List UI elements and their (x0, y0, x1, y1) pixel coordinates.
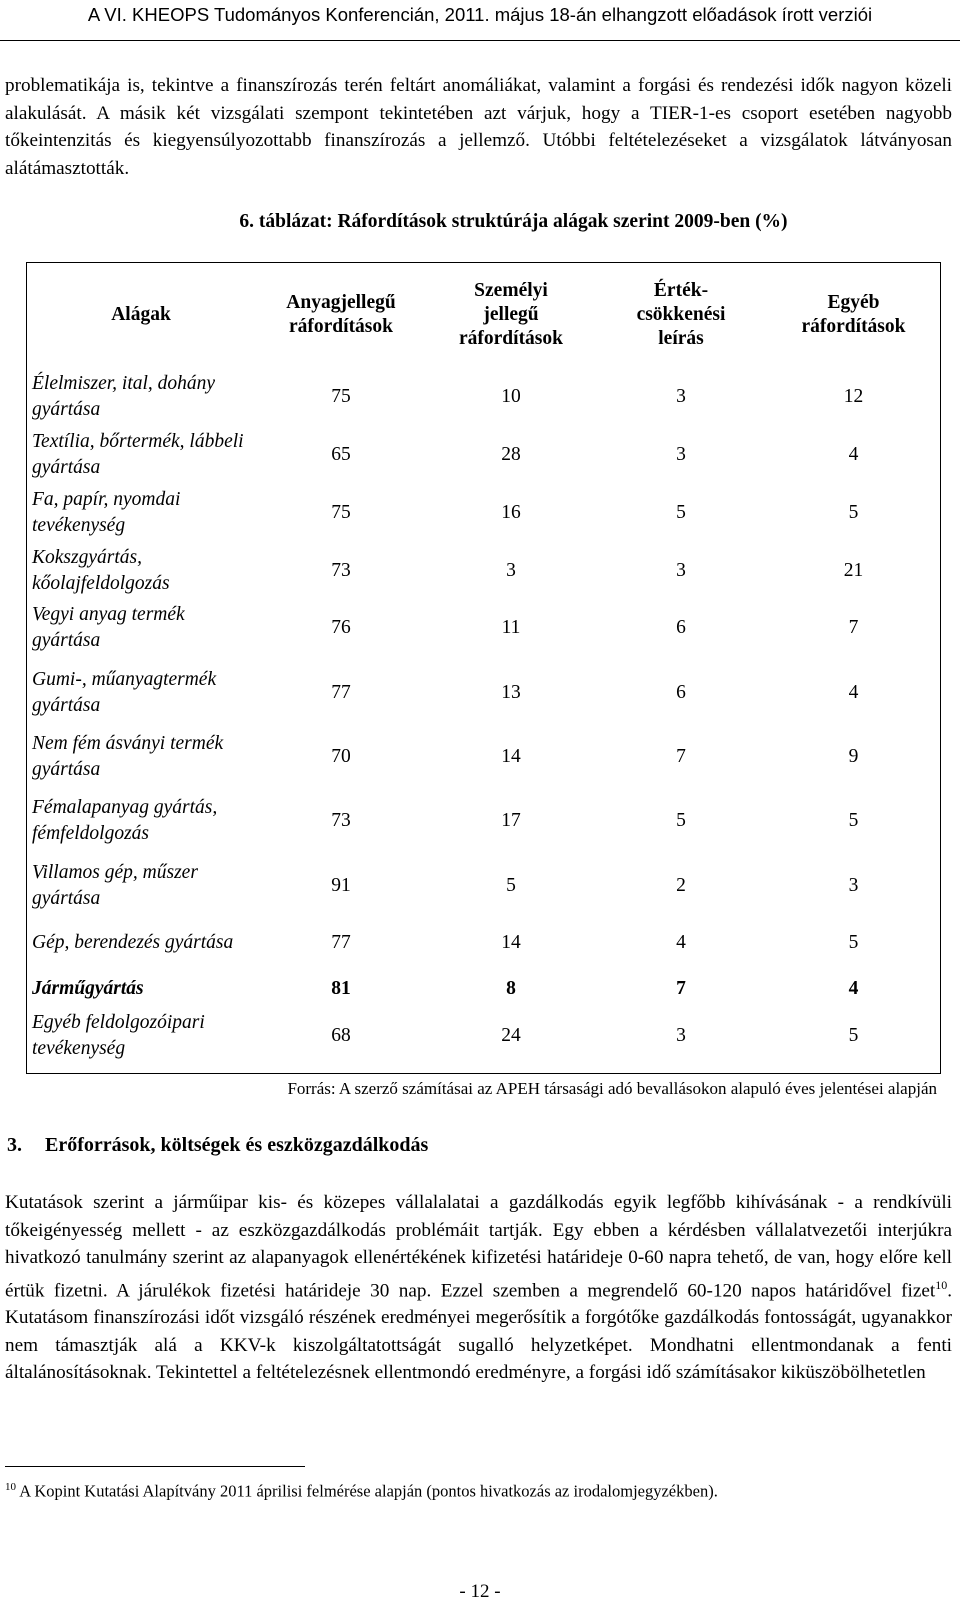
body-text-continued: . Kutatásom finanszírozási időt vizsgáló részének eredményei megerősítik a forgótőke gazdálkodás fontosságát, ugyanakkor nem támasztják alá a KKV-k kiszolgáltatottságát sugalló helyzetképet. Mondhatni ellentmondanak a fenti általánosításoknak. Tekintettel a feltételezésnek ellentmondó eredményre, a forgási idő számításakor kiküszöbölhetetlen (5, 1279, 952, 1384)
header-cell: Anyagjellegű ráfordítások (286, 292, 396, 337)
value-cell: 73 (331, 559, 351, 581)
value-cell: 13 (501, 682, 521, 703)
value-cell: 76 (331, 617, 351, 638)
value-cell: 28 (501, 444, 521, 465)
value-cell: 4 (848, 978, 859, 999)
table-row (26, 599, 941, 657)
row-label: Gumi-, műanyagtermék gyártása (32, 669, 217, 716)
value-cell: 3 (676, 444, 686, 465)
value-cell: 14 (501, 746, 521, 767)
value-cell: 73 (331, 810, 351, 831)
value-cell: 3 (848, 874, 859, 896)
value-cell: 3 (676, 386, 686, 407)
section-heading (7, 1131, 428, 1159)
value-cell: 7 (676, 978, 686, 999)
value-cell: 5 (848, 810, 859, 831)
value-cell: 9 (848, 746, 859, 767)
row-label: Vegyi anyag termék gyártása (32, 604, 185, 651)
row-label: Fa, papír, nyomdai tevékenység (32, 489, 181, 536)
table-source: Forrás: A szerző számításai az APEH társasági adó bevallásokon alapuló éves jelentései alapján (287, 1079, 937, 1098)
value-cell: 21 (843, 559, 864, 581)
value-cell: 5 (676, 502, 686, 523)
row-label: Élelmiszer, ital, dohány gyártása (32, 373, 216, 420)
value-cell: 91 (331, 874, 351, 896)
table-row (26, 484, 941, 542)
data-table (26, 262, 941, 1064)
value-cell: 14 (501, 931, 521, 953)
footnote-text: A Kopint Kutatási Alapítvány 2011 áprilisi felmérése alapján (pontos hivatkozás az irodalomjegyzékben). (19, 1481, 718, 1501)
row-label: Textília, bőrtermék, lábbeli gyártása (32, 431, 244, 478)
running-header: A VI. KHEOPS Tudományos Konferencián, 2011. május 18-án elhangzott előadások írott verziói (87, 4, 873, 25)
value-cell: 16 (501, 502, 521, 523)
value-cell: 5 (848, 931, 859, 953)
table-row (26, 426, 941, 484)
value-cell: 11 (501, 617, 521, 638)
footnote-rule (5, 1466, 305, 1467)
value-cell: 75 (331, 386, 351, 407)
value-cell: 65 (331, 444, 351, 465)
row-label: Egyéb feldolgozóipari tevékenység (32, 1011, 205, 1059)
table-row (26, 785, 941, 857)
header-cell: Személyi jellegű ráfordítások (459, 280, 563, 349)
section-title: Erőforrások, költségek és eszközgazdálkodás (45, 1134, 429, 1156)
header-cell: Egyéb ráfordítások (801, 292, 906, 337)
value-cell: 4 (676, 931, 686, 953)
value-cell: 5 (848, 1024, 859, 1046)
value-cell: 5 (676, 810, 686, 831)
header-cell: Érték-csökkenési leírás (636, 280, 726, 349)
footnote-number: 10 (5, 1481, 16, 1493)
header-cell: Alágak (111, 304, 171, 325)
page-number: - 12 - (459, 1581, 501, 1602)
value-cell: 5 (848, 502, 859, 523)
row-label: Kokszgyártás, kőolajfeldolgozás (32, 546, 170, 594)
value-cell: 5 (506, 874, 516, 896)
value-cell: 4 (848, 444, 859, 465)
value-cell: 12 (843, 386, 864, 407)
table-row (26, 914, 941, 971)
body-paragraph (5, 1189, 952, 1387)
value-cell: 2 (676, 874, 686, 896)
row-label: Járműgyártás (32, 978, 144, 999)
table-row (26, 729, 941, 785)
footnote-ref[interactable]: 10 (935, 1277, 948, 1292)
value-cell: 7 (676, 746, 686, 767)
row-label: Fémalapanyag gyártás, fémfeldolgozás (32, 797, 218, 844)
table-row (26, 657, 941, 729)
table-row (26, 368, 941, 426)
value-cell: 7 (848, 617, 859, 638)
value-cell: 24 (501, 1024, 521, 1046)
value-cell: 8 (506, 978, 516, 999)
value-cell: 3 (676, 559, 686, 581)
section-number: 3. (7, 1134, 22, 1156)
value-cell: 70 (331, 746, 351, 767)
table-row (26, 542, 941, 599)
table-caption: 6. táblázat: Ráfordítások struktúrája alágak szerint 2009-ben (%) (239, 211, 788, 232)
intro-paragraph: problematikája is, tekintve a finanszírozás terén feltárt anomáliákat, valamint a forgási és rendezési idők nagyon közeli alakulását. A másik két vizsgálati szempont tekintetében azt várjuk, hogy a TIER-1-es csoport esetében nagyobb tőkeintenzitás és kiegyensúlyozottabb finanszírozás a jellemző. Utóbbi feltételezéseket a vizsgálatok látványosan alátámasztották. (5, 75, 952, 179)
header-rule (0, 40, 960, 41)
value-cell: 17 (501, 810, 521, 831)
body-text: Kutatások szerint a járműipar kis- és közepes vállalalatai a gazdálkodás egyik legfőbb kihívásának - a rendkívüli tőkeigényesség mellett - az eszközgazdálkodás problémáit tartják. Egy ebben a kérdésben vállalatvezetői interjúkra hivatkozó tanulmány szerint az alapanyagok ellenértékének kifizetési határideje 0-60 napra tehető, de van, hogy előre kell értük fizetni. A járulékok fizetési határideje 30 nap. Ezzel szemben a megrendelő 60-120 napos határidővel fizet (5, 1192, 952, 1301)
table-row (26, 1007, 941, 1064)
value-cell: 75 (331, 502, 351, 523)
value-cell: 6 (676, 617, 686, 638)
value-cell: 77 (331, 682, 351, 703)
value-cell: 4 (848, 682, 859, 703)
row-label: Villamos gép, műszer gyártása (32, 861, 198, 909)
table-row (26, 857, 941, 914)
value-cell: 68 (331, 1024, 351, 1046)
value-cell: 3 (676, 1024, 686, 1046)
table-row (26, 971, 941, 1007)
value-cell: 6 (676, 682, 686, 703)
value-cell: 81 (331, 978, 351, 999)
value-cell: 77 (331, 931, 351, 953)
table-header-row (26, 262, 941, 368)
row-label: Gép, berendezés gyártása (32, 931, 234, 953)
row-label: Nem fém ásványi termék gyártása (32, 733, 224, 780)
value-cell: 3 (506, 559, 516, 581)
value-cell: 10 (501, 386, 521, 407)
footnote (5, 1476, 952, 1503)
